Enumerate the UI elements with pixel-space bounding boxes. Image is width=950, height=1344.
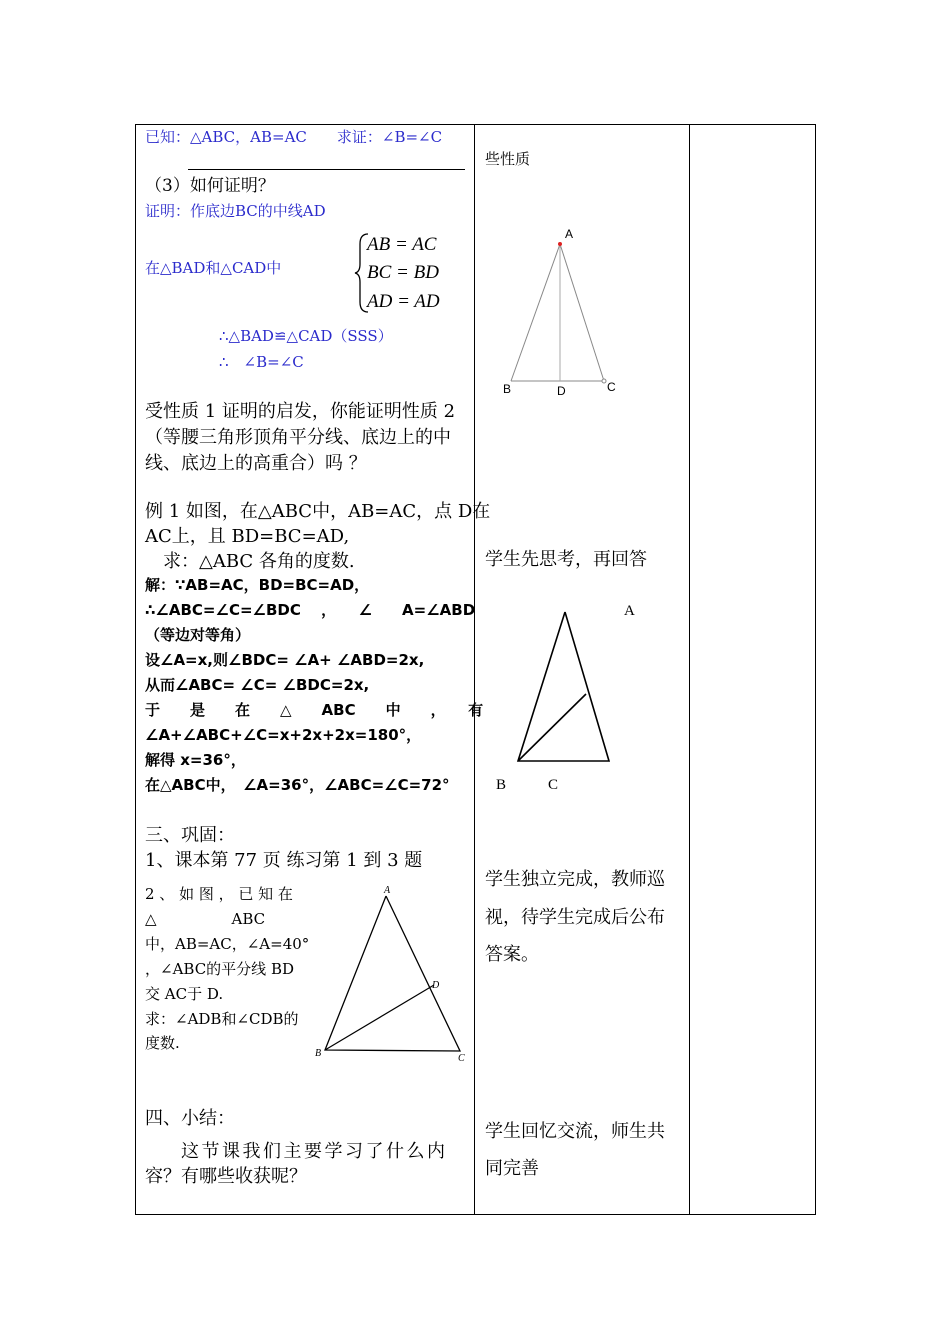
summary-line-2: 容？有哪些收获呢？ [145,1166,307,1187]
equation-3: AD = AD [367,291,440,312]
property-tail: 些性质 [485,150,531,168]
lesson-table [135,124,816,1215]
inspire-line-1: 受性质 1 证明的启发，你能证明性质 2 [145,401,456,422]
column-divider-2 [689,125,690,1214]
think-note: 学生先思考，再回答 [485,549,647,570]
exercise-label-d: D [432,980,440,991]
exercise-label-b: B [315,1048,322,1059]
exercise-line-5: 交 AC于 D. [145,985,224,1003]
inspire-line-2: （等腰三角形顶角平分线、底边上的中 [145,427,451,448]
solution-line-3: （等边对等角） [145,626,251,644]
summary-title: 四、小结： [145,1108,235,1129]
exercise-label-a: A [384,885,391,896]
solution-line-9: 在△ABC中， ∠A=36°，∠ABC=∠C=72° [145,776,450,794]
fig2-label-b: B [496,777,507,793]
exercise-line-3: 中，AB=AC，∠A=40° [145,935,310,953]
exercise-label-c: C [458,1053,465,1064]
fig1-label-c: C [607,380,616,394]
independent-line-2: 视，待学生完成后公布 [485,907,665,928]
consolidate-item-1: 1、课本第 77 页 练习第 1 到 3 题 [145,850,423,871]
recall-line-2: 同完善 [485,1158,539,1179]
solution-line-4: 设∠A=x,则∠BDC= ∠A+ ∠ABD=2x, [145,651,425,669]
proof-intro: 证明：作底边BC的中线AD [145,202,326,220]
solution-line-1: 解：∵AB=AC，BD=BC=AD， [145,576,370,594]
inspire-line-3: 线、底边上的高重合）吗 ？ [145,453,367,474]
exercise-triangle-figure [310,880,475,1070]
recall-line-1: 学生回忆交流，师生共 [485,1121,665,1142]
exercise-line-2: △ ABC [145,910,266,928]
fig1-label-d: D [557,384,566,398]
independent-line-1: 学生独立完成，教师巡 [485,869,665,890]
equation-1: AB = AC [367,234,437,255]
fig1-label-b: B [503,382,512,396]
solution-line-6: 于 是 在 △ ABC 中 ， 有 [145,701,484,719]
conclusion-line: ∴ ∠B=∠C [219,353,304,371]
given-line: 已知：△ABC，AB=AC 求证：∠B=∠C [145,128,443,146]
independent-line-3: 答案。 [485,944,539,965]
solution-line-2: ∴∠ABC=∠C=∠BDC ， ∠ A=∠ABD [145,601,476,619]
exercise-line-1: 2 、 如 图 ， 已 知 在 [145,885,293,903]
summary-line-1: 这节课我们主要学习了什么内 [181,1141,448,1162]
fig2-label-c: C [548,777,559,793]
consolidate-title: 三、巩固： [145,825,235,846]
example-line-1: 例 1 如图，在△ABC中，AB=AC，点 D在 [145,501,491,522]
isosceles-figure [495,222,630,400]
in-triangles: 在△BAD和△CAD中 [145,259,282,277]
exercise-line-4: ，∠ABC的平分线 BD [145,960,294,978]
how-prove: （3）如何证明？ [145,176,275,196]
solution-line-8: 解得 x=36°， [145,751,246,769]
fig1-label-a: A [565,227,574,241]
congruent-line: ∴△BAD≌△CAD（SSS） [219,327,393,345]
example-line-2: AC上，且 BD=BC=AD, [145,526,350,547]
solution-line-5: 从而∠ABC= ∠C= ∠BDC=2x, [145,676,370,694]
separator-line [188,169,465,170]
example-line-3: 求：△ABC 各角的度数. [163,551,355,572]
solution-line-7: ∠A+∠ABC+∠C=x+2x+2x=180°， [145,726,422,744]
exercise-line-7: 度数. [145,1034,180,1052]
equation-2: BC = BD [367,262,439,283]
example-triangle-figure [490,600,650,800]
exercise-line-6: 求：∠ADB和∠CDB的 [145,1010,299,1028]
fig2-label-a: A [624,603,635,619]
